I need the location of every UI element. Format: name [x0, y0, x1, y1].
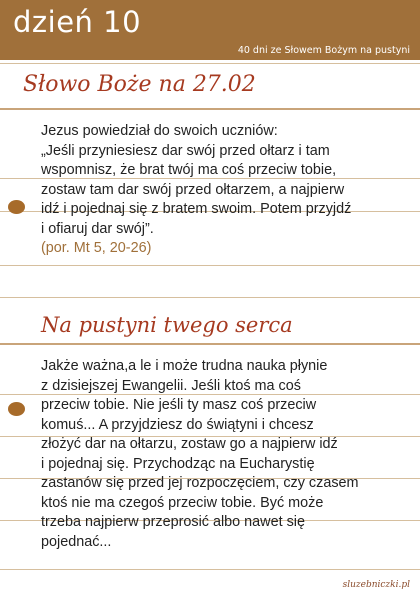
bullet-dot-icon [8, 402, 25, 416]
day-title: dzień 10 [13, 5, 142, 39]
ruled-line [0, 265, 420, 266]
text-line: zastanów się przed jej rozpoczęciem, czy czasem [41, 475, 359, 491]
ruled-line [0, 343, 420, 345]
scripture-reference: (por. Mt 5, 20-26) [41, 240, 152, 256]
text-line: przeciw tobie. Nie jeśli ty masz coś przeciw [41, 397, 317, 413]
text-line: i pojednaj się. Przychodząc na Eucharystię [41, 455, 315, 472]
footer-brand: sluzebniczki.pl [342, 580, 410, 590]
text-line: Jakże ważna,a le i może trudna nauka płynie [41, 358, 328, 374]
gospel-text [41, 122, 411, 259]
ruled-line [0, 569, 420, 570]
text-line: komuś... A przyjdziesz do świątyni i chcesz [41, 416, 314, 433]
header-bar [0, 0, 420, 60]
reflection-text [41, 357, 411, 552]
ruled-line [0, 108, 420, 110]
text-line: ktoś nie ma czegoś przeciw tobie. Być może [41, 494, 324, 511]
text-line: „Jeśli przyniesiesz dar swój przed ołtarz i tam [41, 142, 330, 159]
text-line: trzeba najpierw przeprosić albo nawet się [41, 514, 305, 530]
header-subtitle: 40 dni ze Słowem Bożym na pustyni [237, 45, 410, 56]
section-title-word-of-god: Słowo Boże na 27.02 [23, 72, 256, 97]
bullet-dot-icon [8, 200, 25, 214]
ruled-line [0, 63, 420, 64]
text-line: wspomnisz, że brat twój ma coś przeciw tobie, [41, 162, 337, 178]
text-line: złożyć dar na ołtarzu, zostaw go a najpierw idź [41, 436, 338, 452]
text-line: Jezus powiedział do swoich uczniów: [41, 123, 278, 139]
section-title-desert-heart: Na pustyni twego serca [41, 313, 293, 337]
text-line: idź i pojednaj się z bratem swoim. Potem przyjdź [41, 201, 352, 217]
text-line: z dzisiejszej Ewangelii. Jeśli ktoś ma coś [41, 377, 301, 394]
text-line: zostaw tam dar swój przed ołtarzem, a najpierw [41, 181, 345, 198]
ruled-line [0, 297, 420, 298]
text-line: pojednać... [41, 533, 112, 550]
text-line: i ofiaruj dar swój”. [41, 220, 154, 237]
